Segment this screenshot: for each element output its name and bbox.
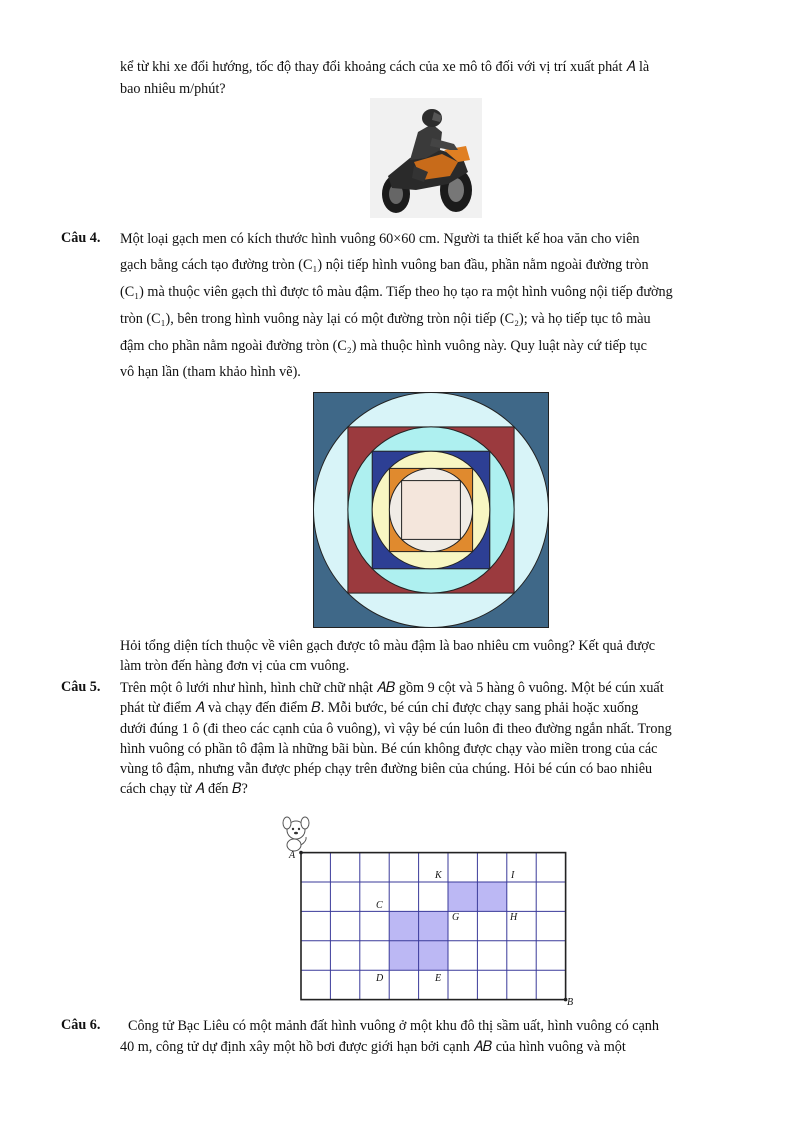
square-5 <box>402 481 461 540</box>
nested-tile-figure <box>313 392 549 628</box>
question-5-label: Câu 5. <box>61 679 101 695</box>
grid-label-i: I <box>511 870 515 881</box>
q5-line: cách chạy từ 𝐴 đến 𝐵? <box>120 781 248 797</box>
grid-figure <box>274 803 584 1009</box>
q4-line: tròn (C₁), bên trong hình vuông này lại có một đường tròn nội tiếp (C₂); và họ tiếp tục tô màu <box>120 311 651 327</box>
mud-cell <box>448 882 477 911</box>
q5-line: hình vuông có phần tô đậm là những bãi bùn. Bé cún không được chạy vào miền trong của các <box>120 741 658 757</box>
puppy-icon <box>283 817 309 851</box>
q5-line: Trên một ô lưới như hình, hình chữ chữ nhật 𝐴𝐵 gồm 9 cột và 5 hàng ô vuông. Một bé cún xuất <box>120 680 664 696</box>
q6-line: Công tử Bạc Liêu có một mảnh đất hình vuông ở một khu đô thị sầm uất, hình vuông có cạnh <box>128 1018 659 1034</box>
grid-label-d: D <box>376 973 384 984</box>
q5-line: phát từ điểm 𝐴 và chạy đến điểm 𝐵. Mỗi bước, bé cún chỉ được chạy sang phải hoặc xuống <box>120 700 639 716</box>
q5-line: vùng tô đậm, nhưng vẫn được phép chạy trên đường biên của chúng. Hỏi bé cún có bao nhiêu <box>120 761 653 777</box>
intro-line-2: bao nhiêu m/phút? <box>120 81 226 97</box>
mud-cell <box>419 911 448 940</box>
mud-cell <box>389 941 418 970</box>
question-6-label: Câu 6. <box>61 1017 101 1033</box>
q4-after-line: Hỏi tổng diện tích thuộc về viên gạch được tô màu đậm là bao nhiêu cm vuông? Kết quả được <box>120 638 656 654</box>
grid-label-b: B <box>567 997 574 1008</box>
motorcycle-image <box>370 98 482 218</box>
grid-label-g: G <box>452 912 460 923</box>
q4-line: gạch bằng cách tạo đường tròn (C₁) nội tiếp hình vuông ban đầu, phần nằm ngoài đường tròn <box>120 257 649 273</box>
grid-label-h: H <box>510 912 518 923</box>
q4-line: Một loại gạch men có kích thước hình vuông 60×60 cm. Người ta thiết kế hoa văn cho viên <box>120 231 640 247</box>
mud-cell <box>419 941 448 970</box>
intro-line-1: kể từ khi xe đổi hướng, tốc độ thay đổi khoảng cách của xe mô tô đối với vị trí xuất phát 𝐴 là <box>120 59 650 75</box>
grid-label-c: C <box>376 900 383 911</box>
q4-line: đậm cho phần nằm ngoài đường tròn (C₂) mà thuộc hình vuông này. Quy luật này cứ tiếp tục <box>120 338 647 354</box>
q6-line: 40 m, công tử dự định xây một hồ bơi được giới hạn bởi cạnh 𝐴𝐵 của hình vuông và một <box>120 1039 626 1055</box>
mud-cell <box>478 882 507 911</box>
q4-line: vô hạn lần (tham khảo hình vẽ). <box>120 364 301 380</box>
q4-after-line: làm tròn đến hàng đơn vị của cm vuông. <box>120 658 350 674</box>
mud-cell <box>389 911 418 940</box>
grid-label-k: K <box>435 870 442 881</box>
q5-line: dưới đúng 1 ô (đi theo các cạnh của ô vuông), vì vậy bé cún luôn đi theo đường ngắn nhất. Trong <box>120 721 672 737</box>
grid-label-e: E <box>435 973 442 984</box>
grid-label-a: A <box>289 850 296 861</box>
q4-line: (C₁) mà thuộc viên gạch thì được tô màu đậm. Tiếp theo họ tạo ra một hình vuông nội tiếp đường <box>120 284 673 300</box>
question-4-label: Câu 4. <box>61 230 101 246</box>
